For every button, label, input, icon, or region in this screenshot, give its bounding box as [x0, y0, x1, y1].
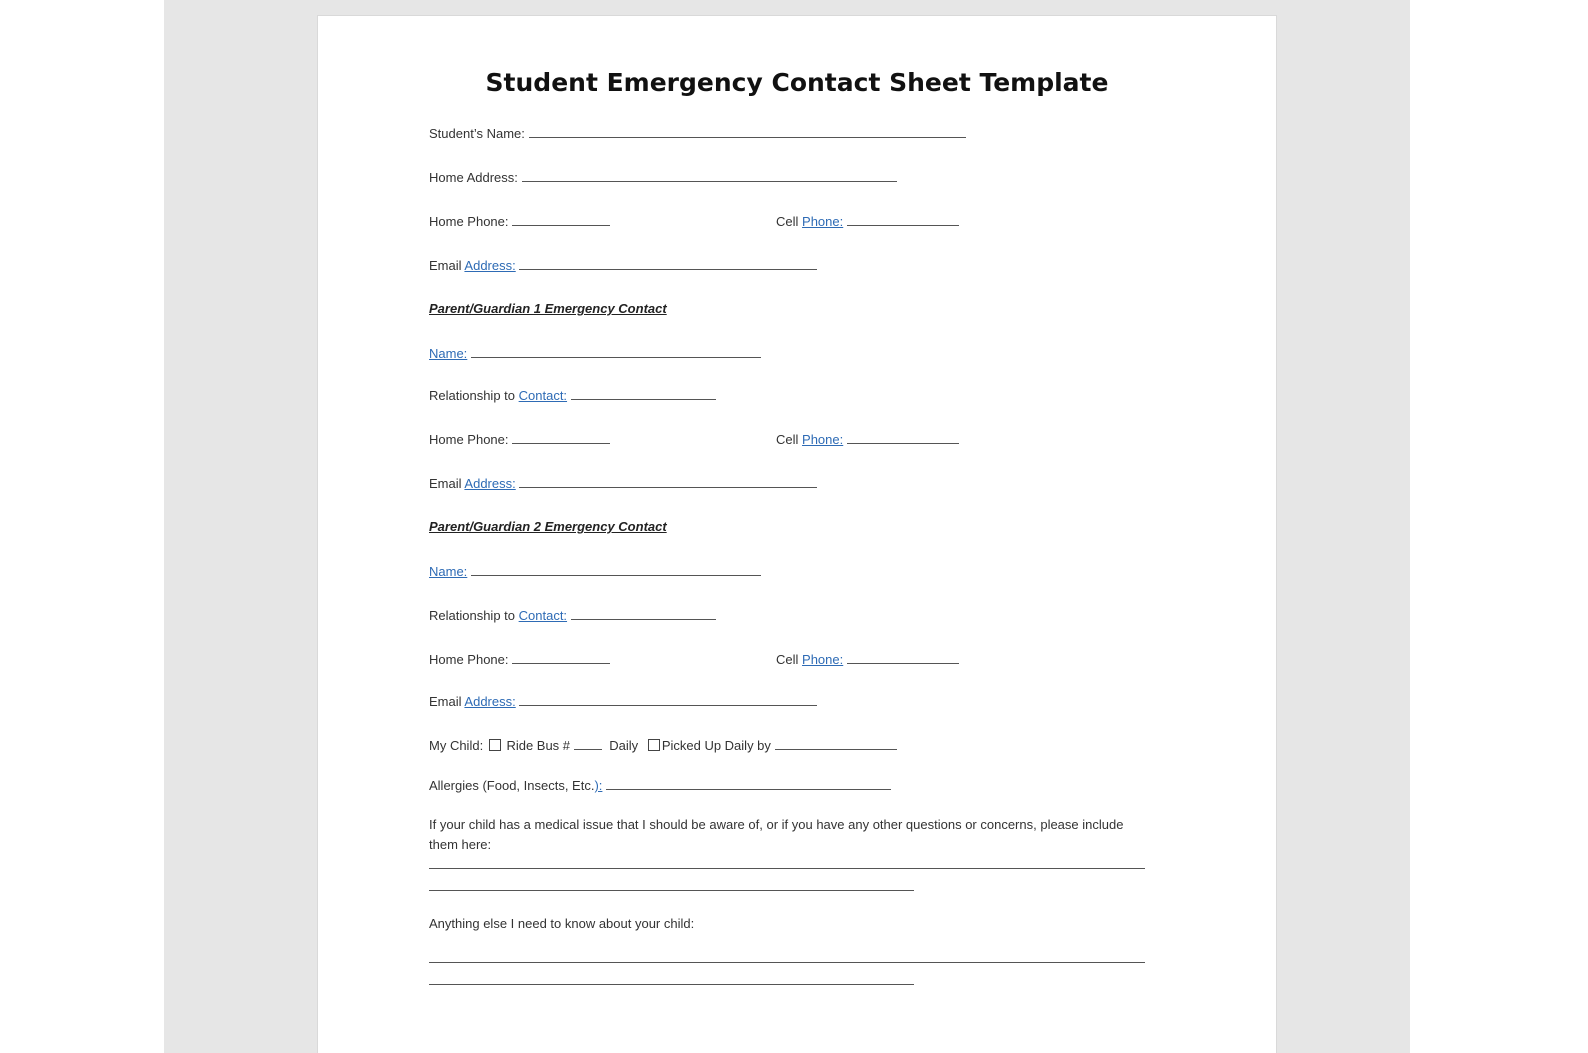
cell-phone-row: [776, 213, 959, 231]
guardian2-email-row: [429, 693, 817, 711]
cell-label: Cell: [776, 432, 799, 447]
relationship-label: Relationship to: [429, 388, 515, 403]
my-child-row: [429, 737, 897, 755]
guardian1-home-phone-field[interactable]: [512, 431, 610, 444]
anything-else-line-2[interactable]: [429, 984, 914, 985]
guardian2-name-row: [429, 563, 761, 581]
phone-link[interactable]: Phone:: [802, 432, 844, 447]
page-title: Student Emergency Contact Sheet Template: [485, 68, 1109, 97]
guardian2-name-field[interactable]: [471, 563, 761, 576]
email-label: Email: [429, 476, 462, 491]
address-link[interactable]: Address:: [464, 476, 516, 491]
guardian1-heading: Parent/Guardian 1 Emergency Contact: [429, 301, 667, 316]
guardian1-cell-phone-field[interactable]: [847, 431, 959, 444]
home-phone-row: [429, 213, 610, 231]
guardian2-home-phone-field[interactable]: [512, 651, 610, 664]
phone-link[interactable]: Phone:: [802, 214, 844, 229]
address-link[interactable]: Address:: [464, 258, 516, 273]
guardian1-name-field[interactable]: [471, 345, 761, 358]
home-address-row: [429, 169, 897, 187]
guardian2-cell-phone-field[interactable]: [847, 651, 959, 664]
allergies-field[interactable]: [606, 777, 891, 790]
cell-phone-field[interactable]: [847, 213, 959, 226]
home-address-field[interactable]: [522, 169, 897, 182]
allergies-label: Allergies (Food, Insects, Etc.: [429, 778, 595, 793]
picked-up-checkbox[interactable]: [648, 739, 660, 751]
student-name-label: Student’s Name:: [429, 126, 525, 141]
medical-issue-line-1[interactable]: [429, 868, 1145, 869]
home-phone-label: Home Phone:: [429, 432, 509, 447]
guardian1-relationship-field[interactable]: [571, 387, 716, 400]
anything-else-label: Anything else I need to know about your child:: [429, 916, 695, 931]
daily-label: Daily: [609, 738, 639, 753]
home-phone-field[interactable]: [512, 213, 610, 226]
name-link[interactable]: Name:: [429, 564, 468, 579]
cell-label: Cell: [776, 214, 799, 229]
address-link[interactable]: Address:: [464, 694, 516, 709]
ride-bus-checkbox[interactable]: [489, 739, 501, 751]
guardian2-relationship-row: [429, 607, 716, 625]
email-label: Email: [429, 694, 462, 709]
email-field[interactable]: [519, 257, 817, 270]
medical-issue-text: If your child has a medical issue that I should be aware of, or if you have any other questions or concerns, please include them here:: [429, 817, 1124, 852]
guardian1-name-row: [429, 345, 761, 363]
guardian1-email-field[interactable]: [519, 475, 817, 488]
guardian1-cell-phone-row: [776, 431, 959, 449]
bus-number-field[interactable]: [574, 737, 602, 750]
guardian1-home-phone-row: [429, 431, 610, 449]
name-link[interactable]: Name:: [429, 346, 468, 361]
guardian1-email-row: [429, 475, 817, 493]
guardian2-heading: Parent/Guardian 2 Emergency Contact: [429, 519, 667, 534]
contact-link[interactable]: Contact:: [518, 388, 568, 403]
my-child-label: My Child:: [429, 738, 484, 753]
guardian2-relationship-field[interactable]: [571, 607, 716, 620]
email-label: Email: [429, 258, 462, 273]
document-page: [318, 16, 1276, 1053]
picked-up-label: Picked Up Daily by: [661, 738, 771, 753]
guardian2-home-phone-row: [429, 651, 610, 669]
guardian2-cell-phone-row: [776, 651, 959, 669]
home-phone-label: Home Phone:: [429, 214, 509, 229]
relationship-label: Relationship to: [429, 608, 515, 623]
ride-bus-label: Ride Bus #: [506, 738, 571, 753]
guardian1-relationship-row: [429, 387, 716, 405]
anything-else-line-1[interactable]: [429, 962, 1145, 963]
medical-issue-line-2[interactable]: [429, 890, 914, 891]
student-name-field[interactable]: [529, 125, 966, 138]
phone-link[interactable]: Phone:: [802, 652, 844, 667]
contact-link[interactable]: Contact:: [518, 608, 568, 623]
home-phone-label: Home Phone:: [429, 652, 509, 667]
student-name-row: [429, 125, 966, 143]
picked-up-by-field[interactable]: [775, 737, 897, 750]
home-address-label: Home Address:: [429, 170, 518, 185]
allergies-link[interactable]: ):: [594, 778, 603, 793]
guardian2-email-field[interactable]: [519, 693, 817, 706]
allergies-row: [429, 777, 891, 795]
email-row: [429, 257, 817, 275]
cell-label: Cell: [776, 652, 799, 667]
